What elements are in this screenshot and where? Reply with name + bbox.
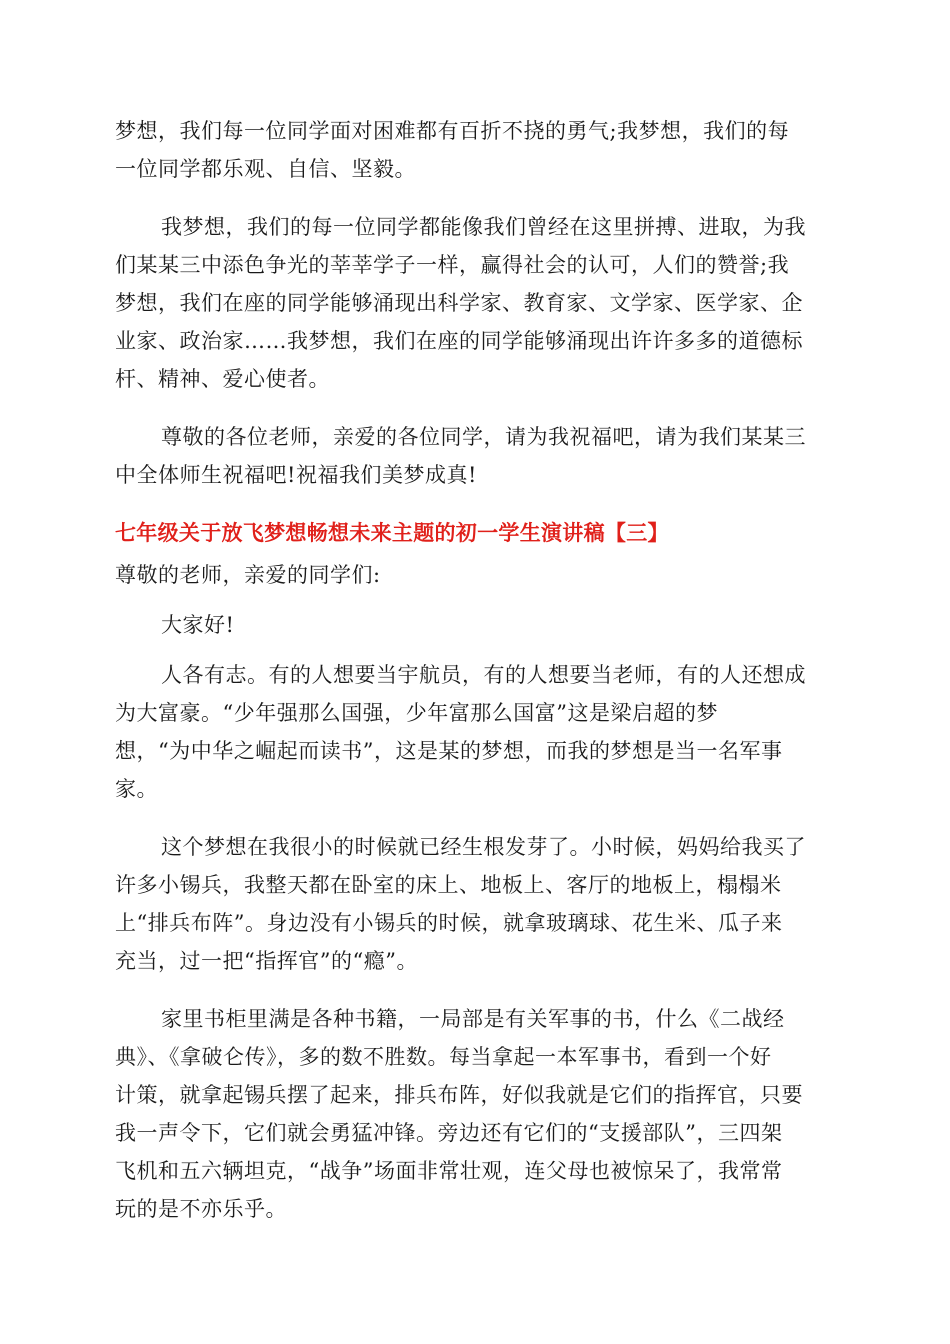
paragraph-3 [115,418,835,494]
paragraph-line: 这个梦想在我很小的时候就已经生根发芽了。小时候，妈妈给我买了 [161,835,806,859]
paragraph-line: 家里书柜里满是各种书籍，一局部是有关军事的书，什么《二战经 [161,1007,785,1031]
section-heading: 七年级关于放飞梦想畅想未来主题的初一学生演讲稿【三】 [115,521,669,545]
paragraph-line: 想，“为中华之崛起而读书”，这是某的梦想，而我的梦想是当一名军事 [115,739,783,763]
paragraph-line: 梦想，我们每一位同学面对困难都有百折不挠的勇气;我梦想，我们的每 [115,119,790,143]
paragraph-line: 典》、《拿破仑传》，多的数不胜数。每当拿起一本军事书，看到一个好 [115,1045,772,1069]
paragraph-line: 充当，过一把“指挥官”的“瘾”。 [115,949,418,973]
paragraph-line: 业家、政治家……我梦想，我们在座的同学能够涌现出许许多多的道德标 [115,329,803,353]
paragraph-line: 家。 [115,777,158,801]
paragraph-line: 上“排兵布阵”。身边没有小锡兵的时候，就拿玻璃球、花生米、瓜子来 [115,911,783,935]
paragraph-line: 计策，就拿起锡兵摆了起来，排兵布阵，好似我就是它们的指挥官，只要 [115,1083,803,1107]
paragraph-line: 梦想，我们在座的同学能够涌现出科学家、教育家、文学家、医学家、企 [115,291,803,315]
document-page [115,112,835,1248]
salutation-text: 尊敬的老师，亲爱的同学们: [115,563,381,587]
paragraph-line: 们某某三中添色争光的莘莘学子一样，赢得社会的认可，人们的赞誉;我 [115,253,790,277]
paragraph-line: 玩的是不亦乐乎。 [115,1197,287,1221]
paragraph-line: 一位同学都乐观、自信、坚毅。 [115,157,416,181]
paragraph-5 [115,828,835,980]
greeting-text: 大家好! [161,613,235,637]
paragraph-line: 飞机和五六辆坦克，“战争”场面非常壮观，连父母也被惊呆了，我常常 [115,1159,783,1183]
paragraph-line: 许多小锡兵，我整天都在卧室的床上、地板上、客厅的地板上，榻榻米 [115,873,782,897]
paragraph-2 [115,208,835,398]
paragraph-line: 我梦想，我们的每一位同学都能像我们曾经在这里拼搏、进取，为我 [161,215,806,239]
paragraph-1 [115,112,835,188]
paragraph-4 [115,656,835,808]
salutation [115,556,835,594]
paragraph-line: 人各有志。有的人想要当宇航员，有的人想要当老师，有的人还想成 [161,663,806,687]
paragraph-6 [115,1000,835,1228]
paragraph-line: 杆、精神、爱心使者。 [115,367,330,391]
paragraph-line: 我一声令下，它们就会勇猛冲锋。旁边还有它们的“支援部队”，三四架 [115,1121,783,1145]
paragraph-line: 为大富豪。“少年强那么国强，少年富那么国富”这是梁启超的梦 [115,701,718,725]
greeting [115,606,835,644]
paragraph-line: 尊敬的各位老师，亲爱的各位同学，请为我祝福吧，请为我们某某三 [161,425,806,449]
paragraph-line: 中全体师生祝福吧!祝福我们美梦成真! [115,463,477,487]
